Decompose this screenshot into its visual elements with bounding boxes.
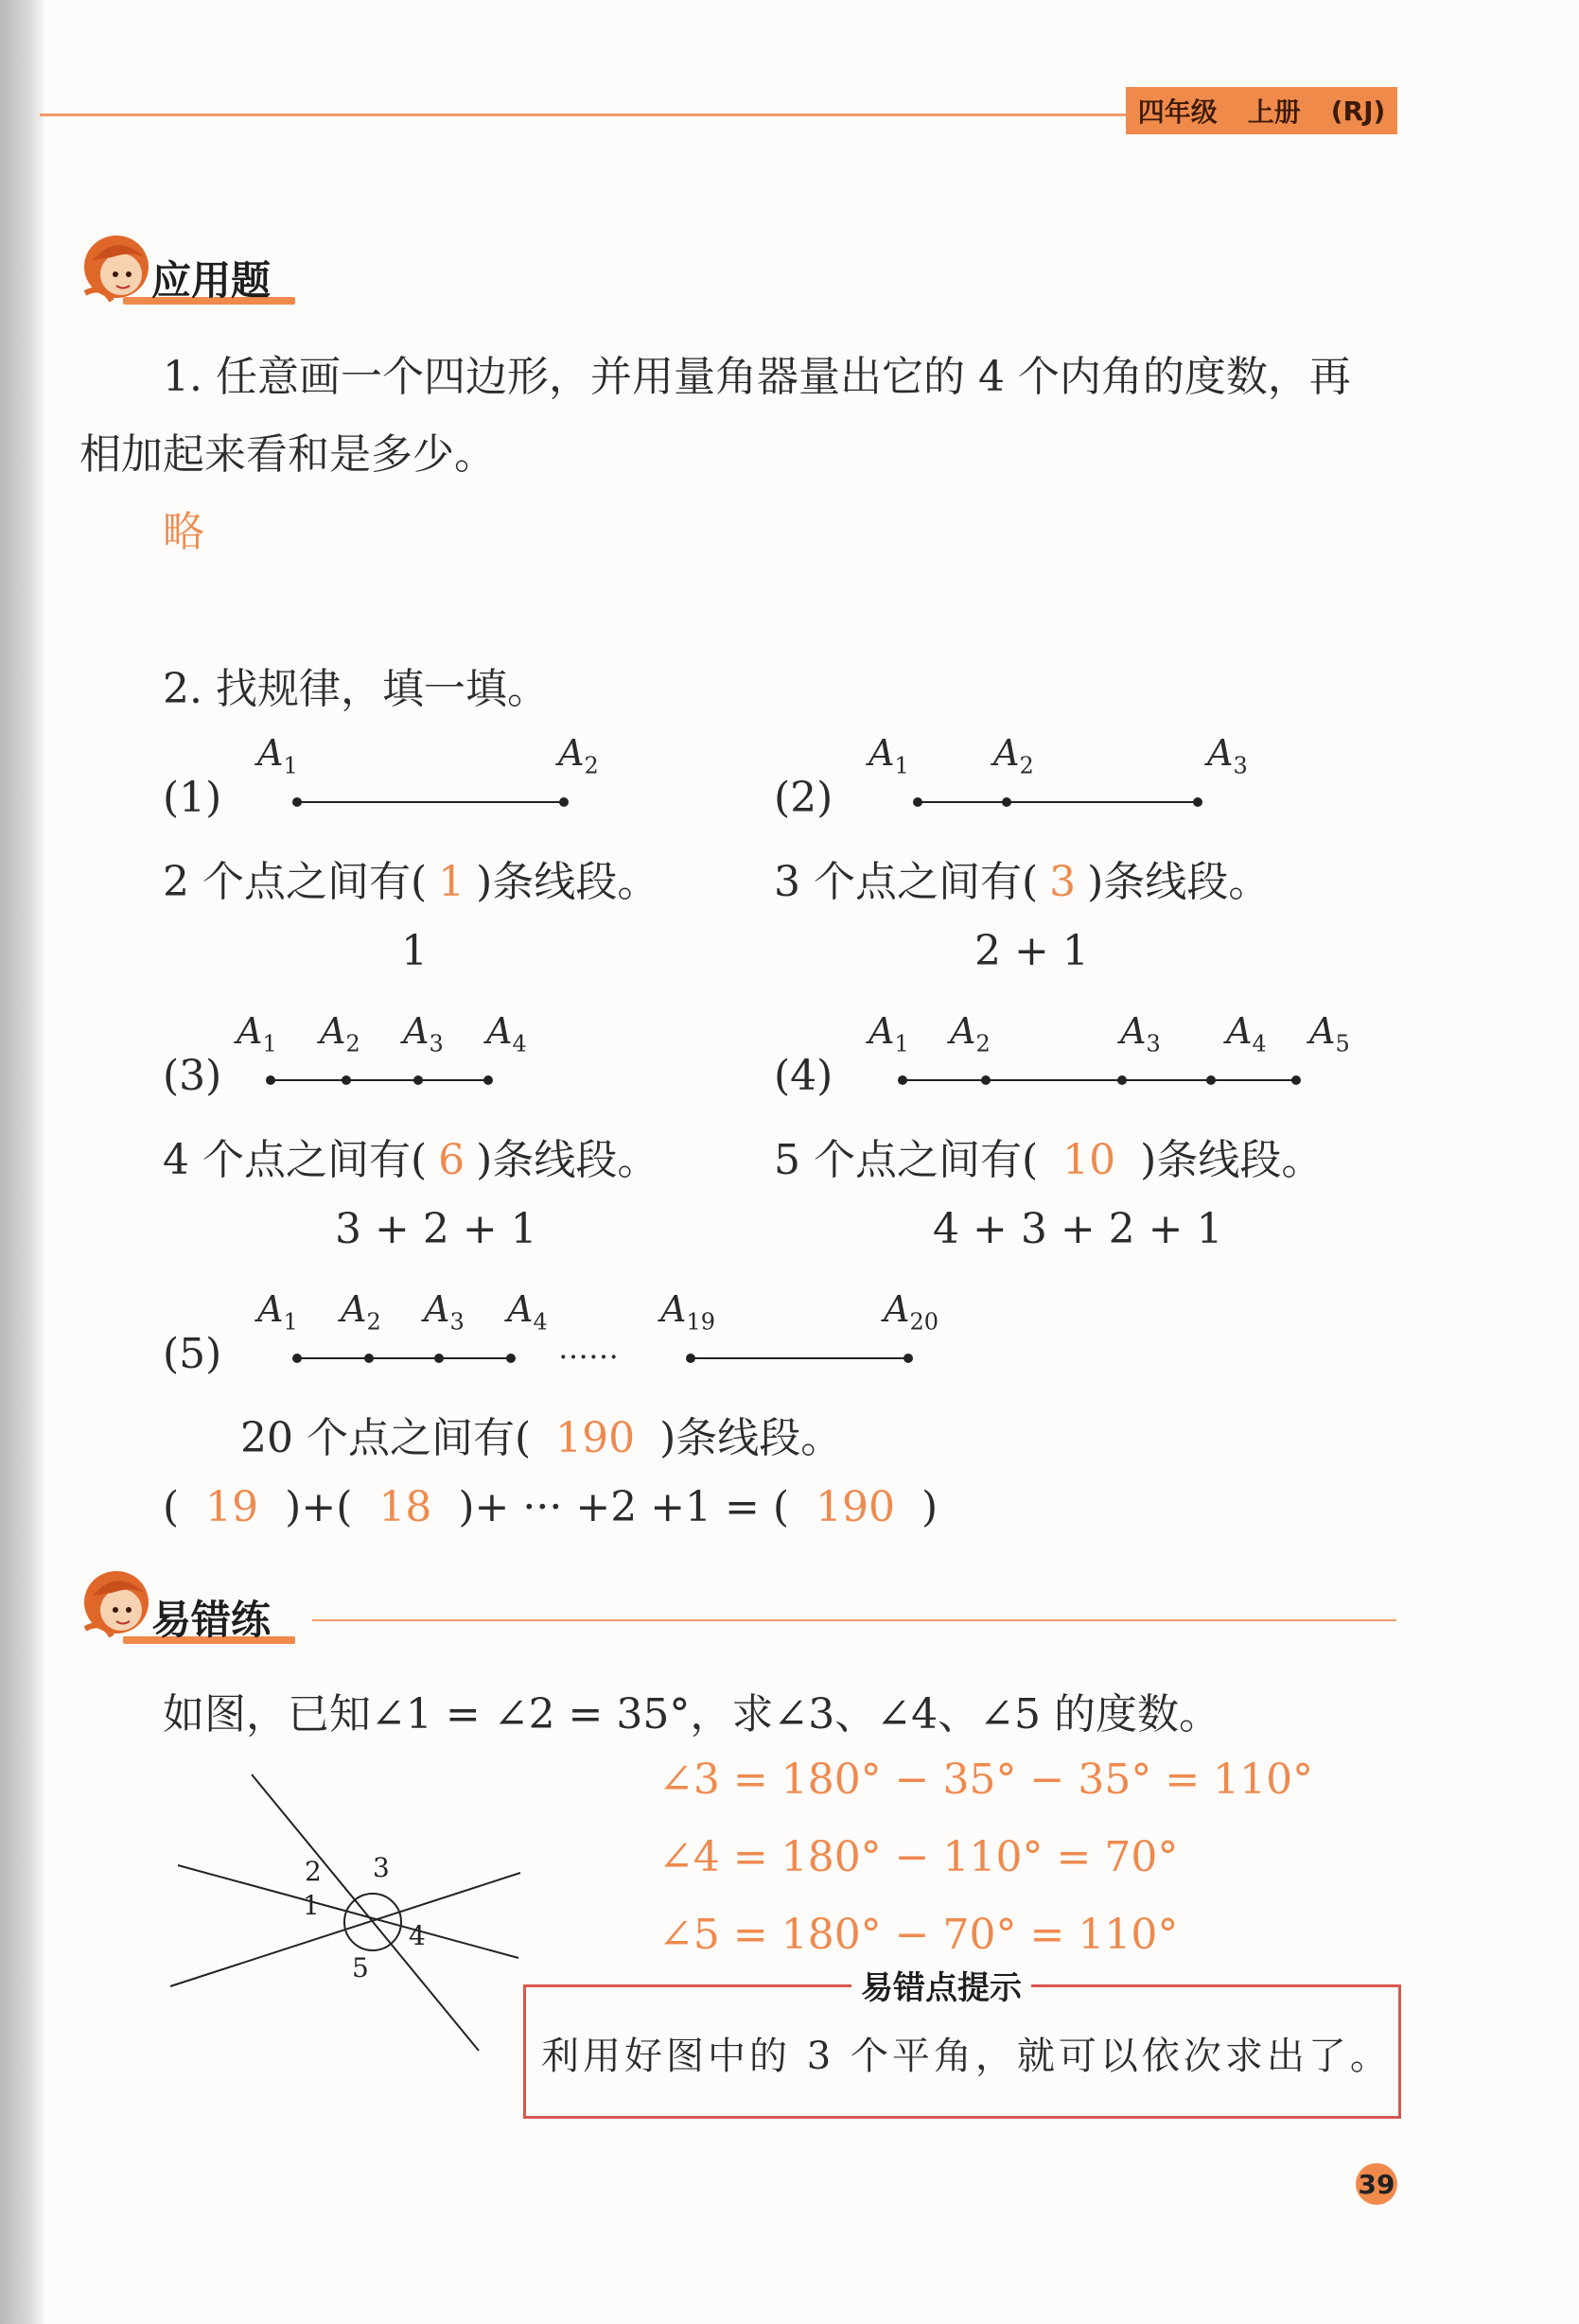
section2-title: 易错练 bbox=[151, 1597, 272, 1643]
edition-label: (RJ) bbox=[1330, 95, 1386, 127]
part4-sentence: 5 个点之间有( 10 )条线段。 bbox=[774, 1136, 1324, 1184]
part4-point-label: $A_2$ bbox=[950, 1010, 991, 1057]
part4-answer: 10 bbox=[1062, 1136, 1116, 1184]
q2-final-equation: ( 19 )+( 18 )+ ··· +2 +1 = ( 190 ) bbox=[163, 1483, 939, 1531]
part5-point-label: $A_{19}$ bbox=[660, 1288, 715, 1336]
part5-sentence: 20 个点之间有( 190 )条线段。 bbox=[240, 1414, 843, 1462]
part3-formula: 3 + 2 + 1 bbox=[335, 1205, 537, 1253]
part5-segment-diagram-right bbox=[679, 1349, 916, 1368]
girl-mascot-icon bbox=[74, 1563, 159, 1643]
q2-title: 2. 找规律，填一填。 bbox=[163, 665, 549, 713]
angle-label: 2 bbox=[305, 1856, 322, 1887]
volume-label: 上册 bbox=[1247, 96, 1301, 128]
part2-answer: 3 bbox=[1049, 858, 1077, 906]
header-rule bbox=[40, 114, 1128, 116]
part2-num: (2) bbox=[774, 774, 833, 822]
intersecting-lines-diagram bbox=[161, 1759, 539, 2062]
part1-num: (1) bbox=[163, 774, 222, 822]
girl-mascot-icon bbox=[74, 227, 159, 307]
part5-point-label: $A_{20}$ bbox=[884, 1288, 939, 1336]
q1-line2: 相加起来看和是多少。 bbox=[79, 430, 496, 479]
page-number: 39 bbox=[1356, 2163, 1397, 2205]
part3-sentence: 4 个点之间有( 6 )条线段。 bbox=[163, 1136, 659, 1184]
part3-point-label: $A_4$ bbox=[486, 1010, 527, 1057]
part5-point-label: $A_4$ bbox=[507, 1288, 548, 1336]
section2-rule bbox=[312, 1619, 1396, 1621]
answer-angle5: ∠5 = 180° − 70° = 110° bbox=[658, 1911, 1179, 1959]
part1-point-label: $A_1$ bbox=[257, 732, 298, 779]
tip-text: 利用好图中的 3 个平角，就可以依次求出了。 bbox=[541, 2035, 1392, 2078]
part5-answer: 190 bbox=[555, 1414, 636, 1462]
q1-answer: 略 bbox=[163, 508, 204, 556]
part2-point-label: $A_3$ bbox=[1207, 732, 1248, 779]
part5-ellipsis: …… bbox=[558, 1330, 619, 1366]
part2-point-label: $A_1$ bbox=[868, 732, 909, 779]
part4-num: (4) bbox=[774, 1052, 833, 1100]
part4-point-label: $A_5$ bbox=[1309, 1010, 1350, 1057]
part1-segment-diagram bbox=[284, 793, 577, 812]
part3-point-label: $A_2$ bbox=[320, 1010, 360, 1057]
part2-formula: 2 + 1 bbox=[974, 927, 1089, 975]
final-answer-2: 18 bbox=[378, 1483, 432, 1531]
s2-question: 如图，已知∠1 = ∠2 = 35°，求∠3、∠4、∠5 的度数。 bbox=[163, 1690, 1220, 1739]
part2-sentence: 3 个点之间有( 3 )条线段。 bbox=[774, 858, 1271, 906]
angle-label: 1 bbox=[303, 1890, 320, 1921]
part4-point-label: $A_3$ bbox=[1120, 1010, 1161, 1057]
part5-point-label: $A_1$ bbox=[257, 1288, 298, 1336]
part5-point-label: $A_3$ bbox=[424, 1288, 465, 1336]
part2-point-label: $A_2$ bbox=[993, 732, 1034, 779]
part3-answer: 6 bbox=[438, 1136, 465, 1184]
part3-point-label: $A_1$ bbox=[237, 1010, 277, 1057]
section1-title: 应用题 bbox=[151, 257, 272, 304]
part4-point-label: $A_4$ bbox=[1226, 1010, 1267, 1057]
part4-segment-diagram bbox=[891, 1071, 1307, 1090]
part5-segment-diagram-left bbox=[284, 1349, 530, 1368]
part1-point-label: $A_2$ bbox=[558, 732, 599, 779]
header-grade-badge bbox=[1126, 87, 1397, 134]
part5-num: (5) bbox=[163, 1330, 222, 1378]
answer-angle3: ∠3 = 180° − 35° − 35° = 110° bbox=[658, 1756, 1314, 1804]
grade-label: 四年级 bbox=[1137, 96, 1218, 128]
q1-line1: 1. 任意画一个四边形，并用量角器量出它的 4 个内角的度数，再 bbox=[163, 353, 1351, 401]
part1-formula: 1 bbox=[401, 927, 428, 975]
answer-angle4: ∠4 = 180° − 110° = 70° bbox=[658, 1833, 1179, 1881]
part3-point-label: $A_3$ bbox=[403, 1010, 444, 1057]
part3-num: (3) bbox=[163, 1052, 222, 1100]
angle-label: 4 bbox=[409, 1920, 426, 1951]
part2-segment-diagram bbox=[906, 793, 1209, 812]
part4-point-label: $A_1$ bbox=[868, 1010, 909, 1057]
final-answer-3: 190 bbox=[816, 1483, 896, 1531]
angle-label: 3 bbox=[373, 1852, 390, 1883]
final-answer-1: 19 bbox=[205, 1483, 259, 1531]
angle-label: 5 bbox=[352, 1952, 369, 1983]
tip-title: 易错点提示 bbox=[851, 1962, 1031, 2008]
part1-answer: 1 bbox=[438, 858, 465, 906]
part4-formula: 4 + 3 + 2 + 1 bbox=[933, 1205, 1223, 1253]
page-binding-edge bbox=[0, 0, 45, 2324]
part5-point-label: $A_2$ bbox=[341, 1288, 381, 1336]
part1-sentence: 2 个点之间有( 1 )条线段。 bbox=[163, 858, 659, 906]
part3-segment-diagram bbox=[263, 1071, 509, 1090]
